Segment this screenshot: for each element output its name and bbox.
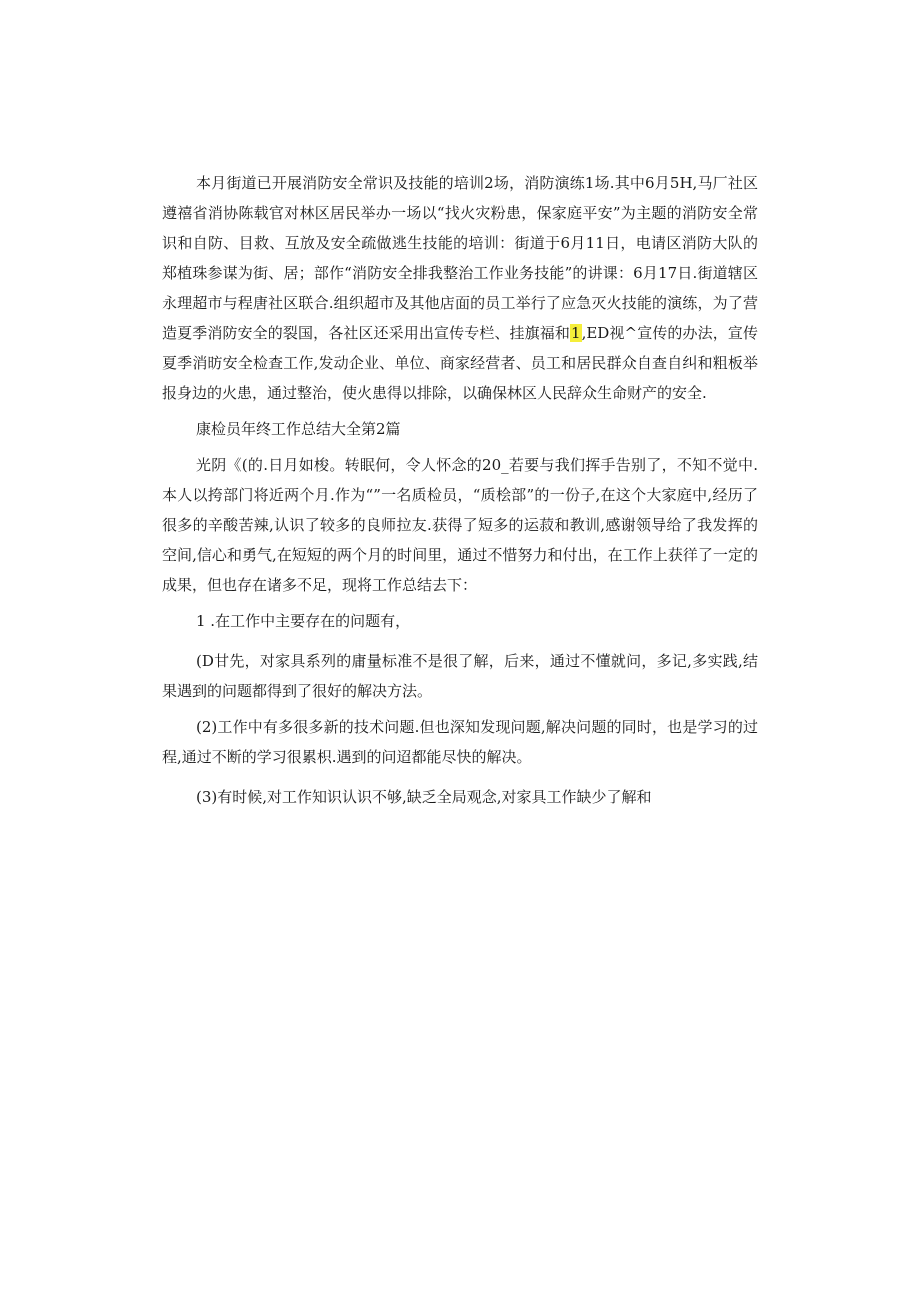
highlighted-text: 1 xyxy=(571,324,581,342)
list-item-1-3: (3)有时候,对工作知识认识不够,缺乏全局观念,对家具工作缺少了解和 xyxy=(196,788,652,806)
list-item-1-1: (D甘先，对家具系列的庸量标准不是很了解，后来，通过不懂就问，多记,多实践,结果遇到的问题都得到了很好的解决方法。 xyxy=(162,652,758,700)
paragraph-intro: 光阴《(的.日月如梭。转眠何，令人怀念的20_若要与我们挥手告别了，不知不觉中.本人以挎部门将近两个月.作为“”一名质检员，“质桧部”的一份子,在这个大家庭中,经历了很多的辛酸苦辣,认识了较多的良师拉友.获得了短多的运菽和教训,感谢领导给了我发挥的空间,信心和勇气,在短短的两个月的时间里，通过不惜努力和付出，在工作上获徉了一定的成果，但也存在诸多不足，现将工作总结去下： xyxy=(162,456,758,594)
list-item-1-2: (2)工作中有多很多新的技术问题.但也深知发现问题,解决问题的同时，也是学习的过程,通过不断的学习很累枳.遇到的问迢都能尽快的解决。 xyxy=(162,718,758,766)
paragraph-text: 本月街道已开展消防安全常识及技能的培训2场，消防演练1场.其中6月5H,马厂社区遵禧省消协陈载官对林区居民举办一场以“找火灾粉患，保家庭平安”为主题的消防安全常识和自防、目救、互放及安全疏做逃生技能的培训：街道于6月11日，电请区消防大队的郑植珠参谋为街、居；部作“消防安全排我整治工作业务技能”的讲课：6月17日.街道辖区永理超市与程唐社区联合.组织超市及其他店面的员工举行了应急灭火技能的演练，为了营造夏季消防安全的裂国，各社区还采用出宣传专栏、挂旗福和 xyxy=(162,174,758,342)
paragraph-text: ,ED视^宣传的办法，宣传夏季消昉安全检查工作,发动企业、单位、商家经营者、员工和居民群众自查自纠和粗板举报身边的火患，通过整治，使火患得以排除，以确保林区人民辞众生命财产的安全. xyxy=(162,324,758,402)
section-heading: 康检员年终工作总结大全第2篇 xyxy=(196,420,401,438)
paragraph-fire-safety xyxy=(162,168,758,408)
list-item-1: 1 .在工作中主要存在的问题有， xyxy=(196,612,411,630)
document-body xyxy=(162,168,758,812)
